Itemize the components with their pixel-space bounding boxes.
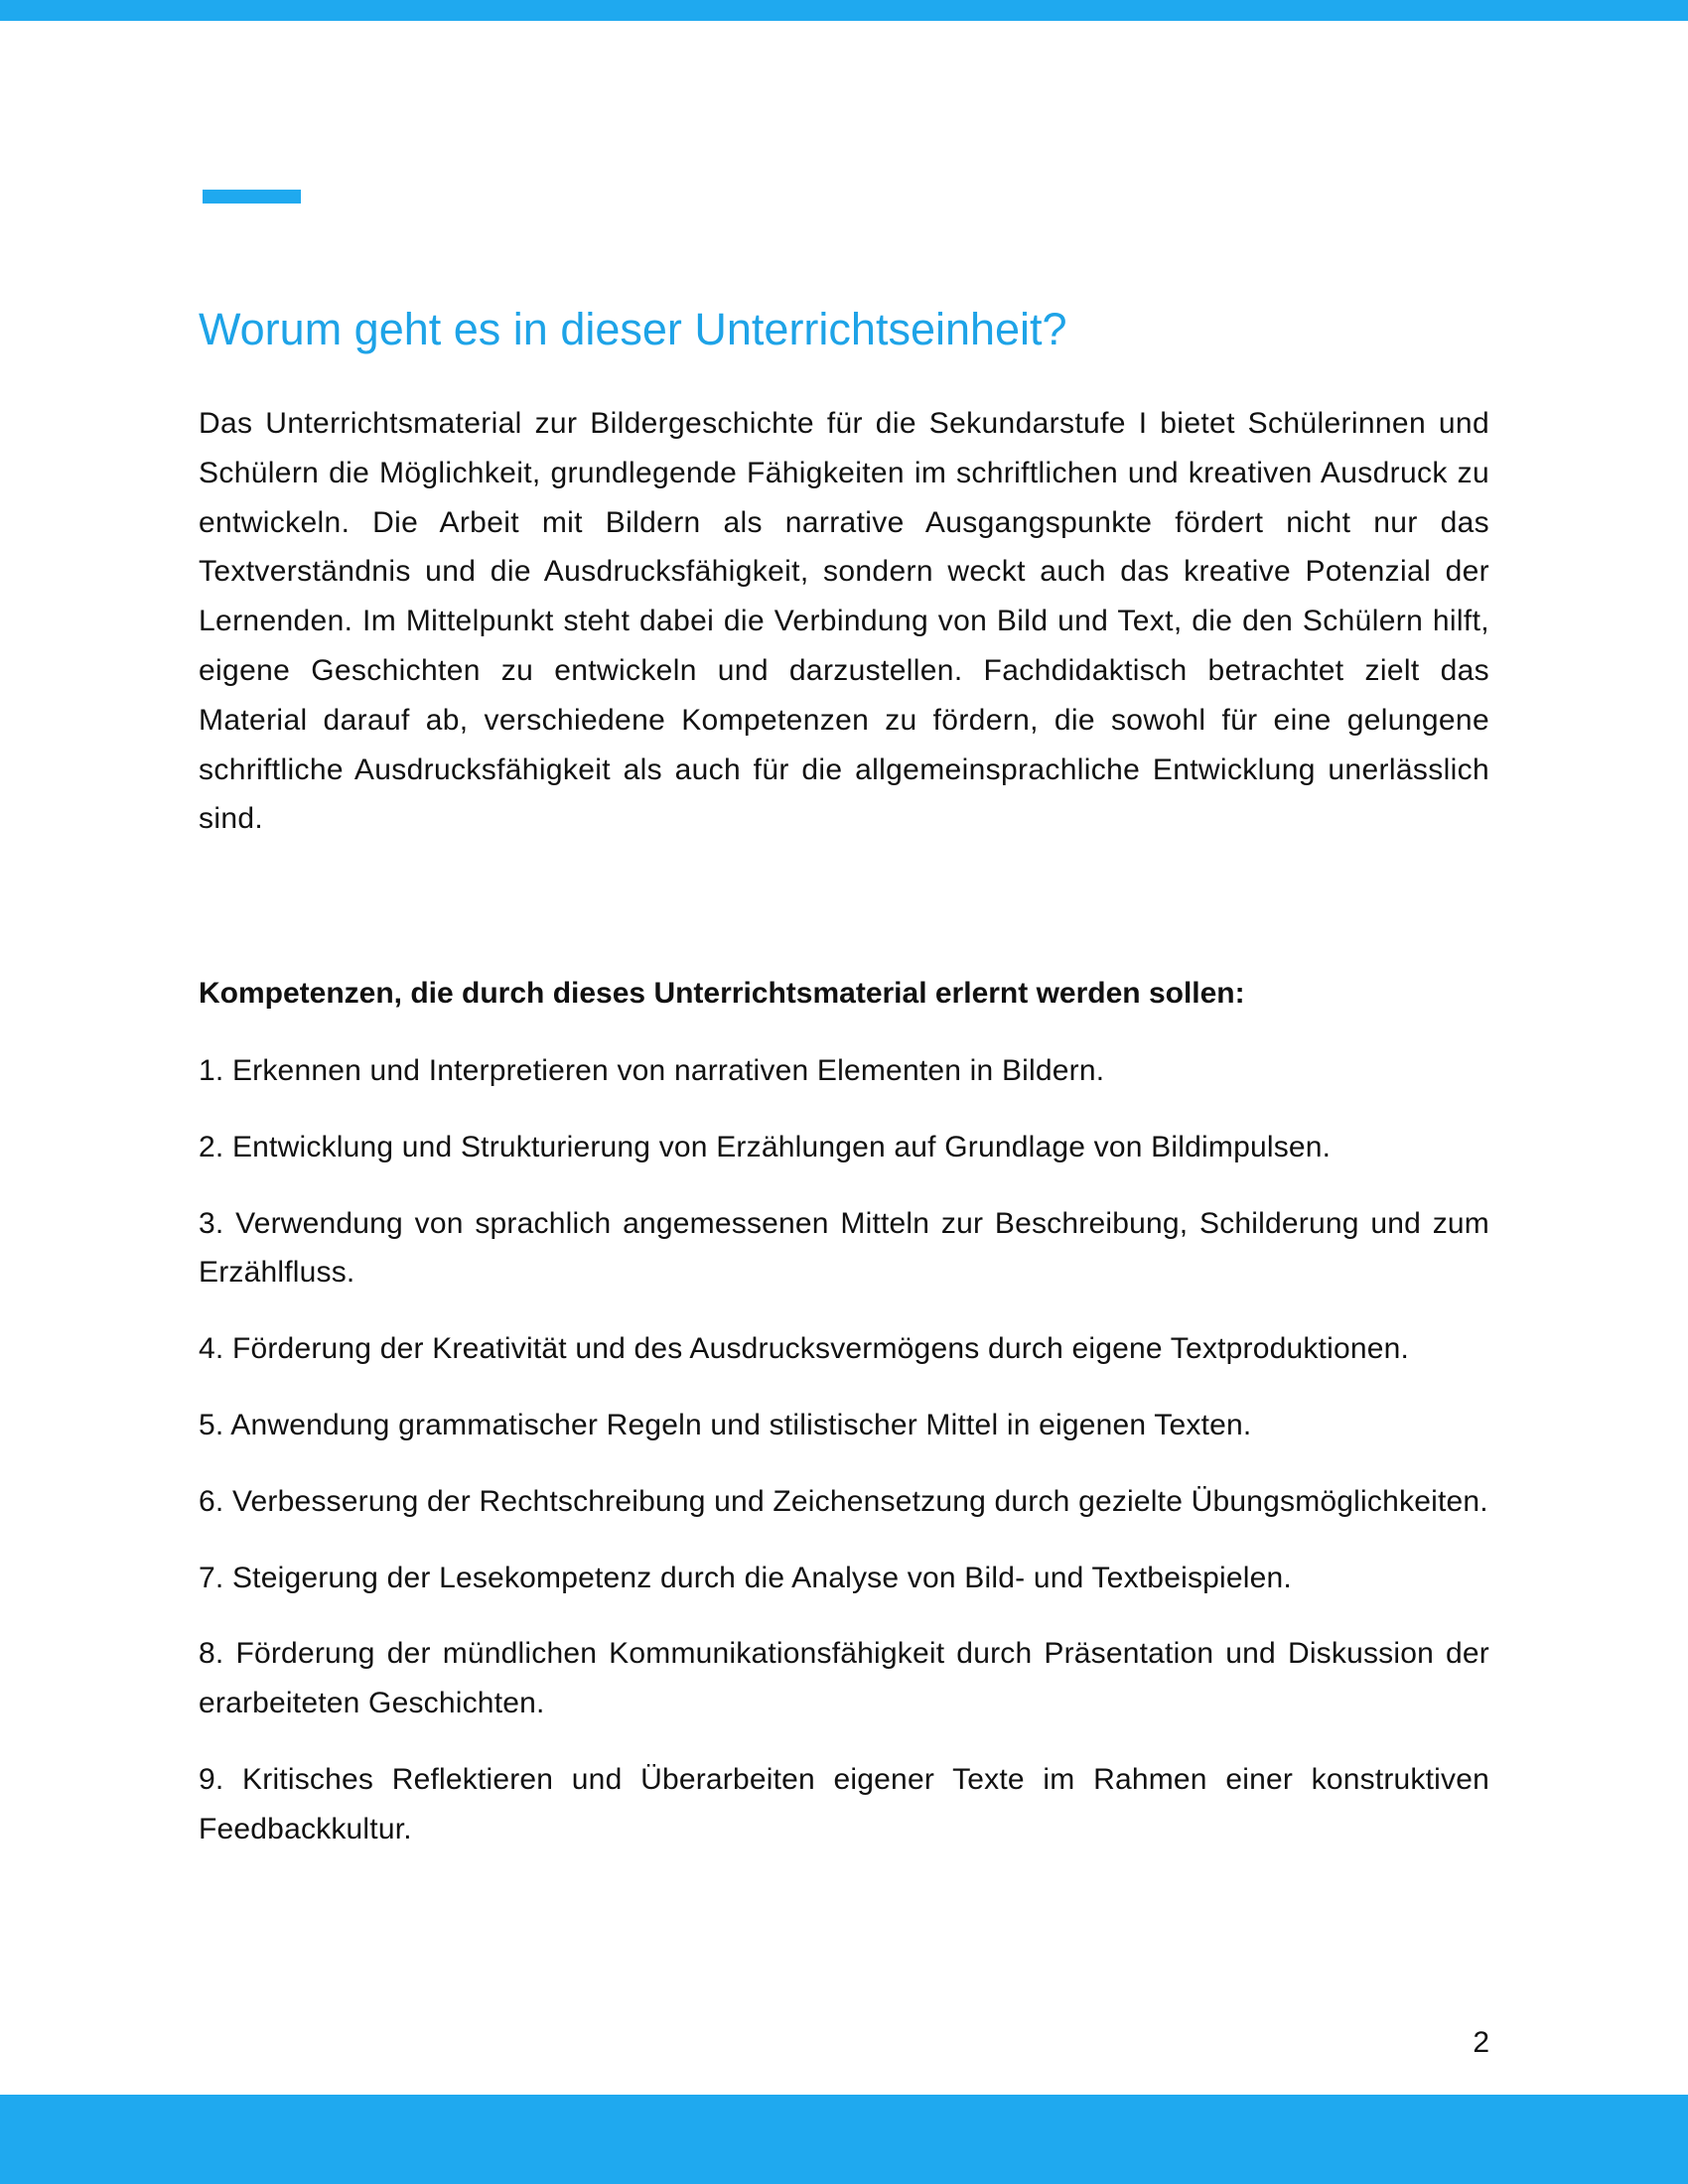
competency-item-4: 4. Förderung der Kreativität und des Ausdrucksvermögens durch eigene Textproduktionen. (199, 1332, 1410, 1366)
page-number: 2 (1473, 2026, 1489, 2059)
competencies-heading: Kompetenzen, die durch dieses Unterrichtsmaterial erlernt werden sollen: (199, 977, 1245, 1011)
top-accent-bar (0, 0, 1688, 21)
competency-item-3: 3. Verwendung von sprachlich angemessenen Mitteln zur Beschreibung, Schilderung und zum Erzählfluss. (199, 1206, 1489, 1290)
competency-item-6: 6. Verbesserung der Rechtschreibung und Zeichensetzung durch gezielte Übungsmöglichkeiten. (199, 1484, 1488, 1518)
intro-paragraph: Das Unterrichtsmaterial zur Bildergeschichte für die Sekundarstufe I bietet Schülerinnen und Schülern die Möglichkeit, grundlegende Fähigkeiten im schriftlichen und kreativen Ausdruck zu entwickeln. Die Arbeit mit Bildern als narrative Ausgangspunkte fördert nicht nur das Textverständnis und die Ausdrucksfähigkeit, sondern weckt auch das kreative Potenzial der Lernenden. Im Mittelpunkt steht dabei die Verbindung von Bild und Text, die den Schülern hilft, eigene Geschichten zu entwickeln und darzustellen. Fachdidaktisch betrachtet zielt das Material darauf ab, verschiedene Kompetenzen zu fördern, die sowohl für eine gelungene schriftliche Ausdrucksfähigkeit als auch für die allgemeinsprachliche Entwicklung unerlässlich sind. (199, 407, 1489, 836)
competency-item-2: 2. Entwicklung und Strukturierung von Erzählungen auf Grundlage von Bildimpulsen. (199, 1130, 1332, 1163)
page-title: Worum geht es in dieser Unterrichtseinheit? (199, 304, 1067, 354)
competency-item-7: 7. Steigerung der Lesekompetenz durch die Analyse von Bild- und Textbeispielen. (199, 1561, 1292, 1594)
competency-item-1: 1. Erkennen und Interpretieren von narrativen Elementen in Bildern. (199, 1053, 1105, 1087)
competency-item-5: 5. Anwendung grammatischer Regeln und stilistischer Mittel in eigenen Texten. (199, 1408, 1252, 1441)
competency-item-8: 8. Förderung der mündlichen Kommunikationsfähigkeit durch Präsentation und Diskussion der erarbeiteten Geschichten. (199, 1637, 1489, 1720)
bottom-accent-bar (0, 2095, 1688, 2184)
competency-item-9: 9. Kritisches Reflektieren und Überarbeiten eigener Texte im Rahmen einer konstruktiven Feedbackkultur. (199, 1762, 1489, 1845)
accent-dash (203, 190, 301, 204)
page-content (199, 298, 1489, 1881)
competencies-list (199, 1046, 1489, 1854)
